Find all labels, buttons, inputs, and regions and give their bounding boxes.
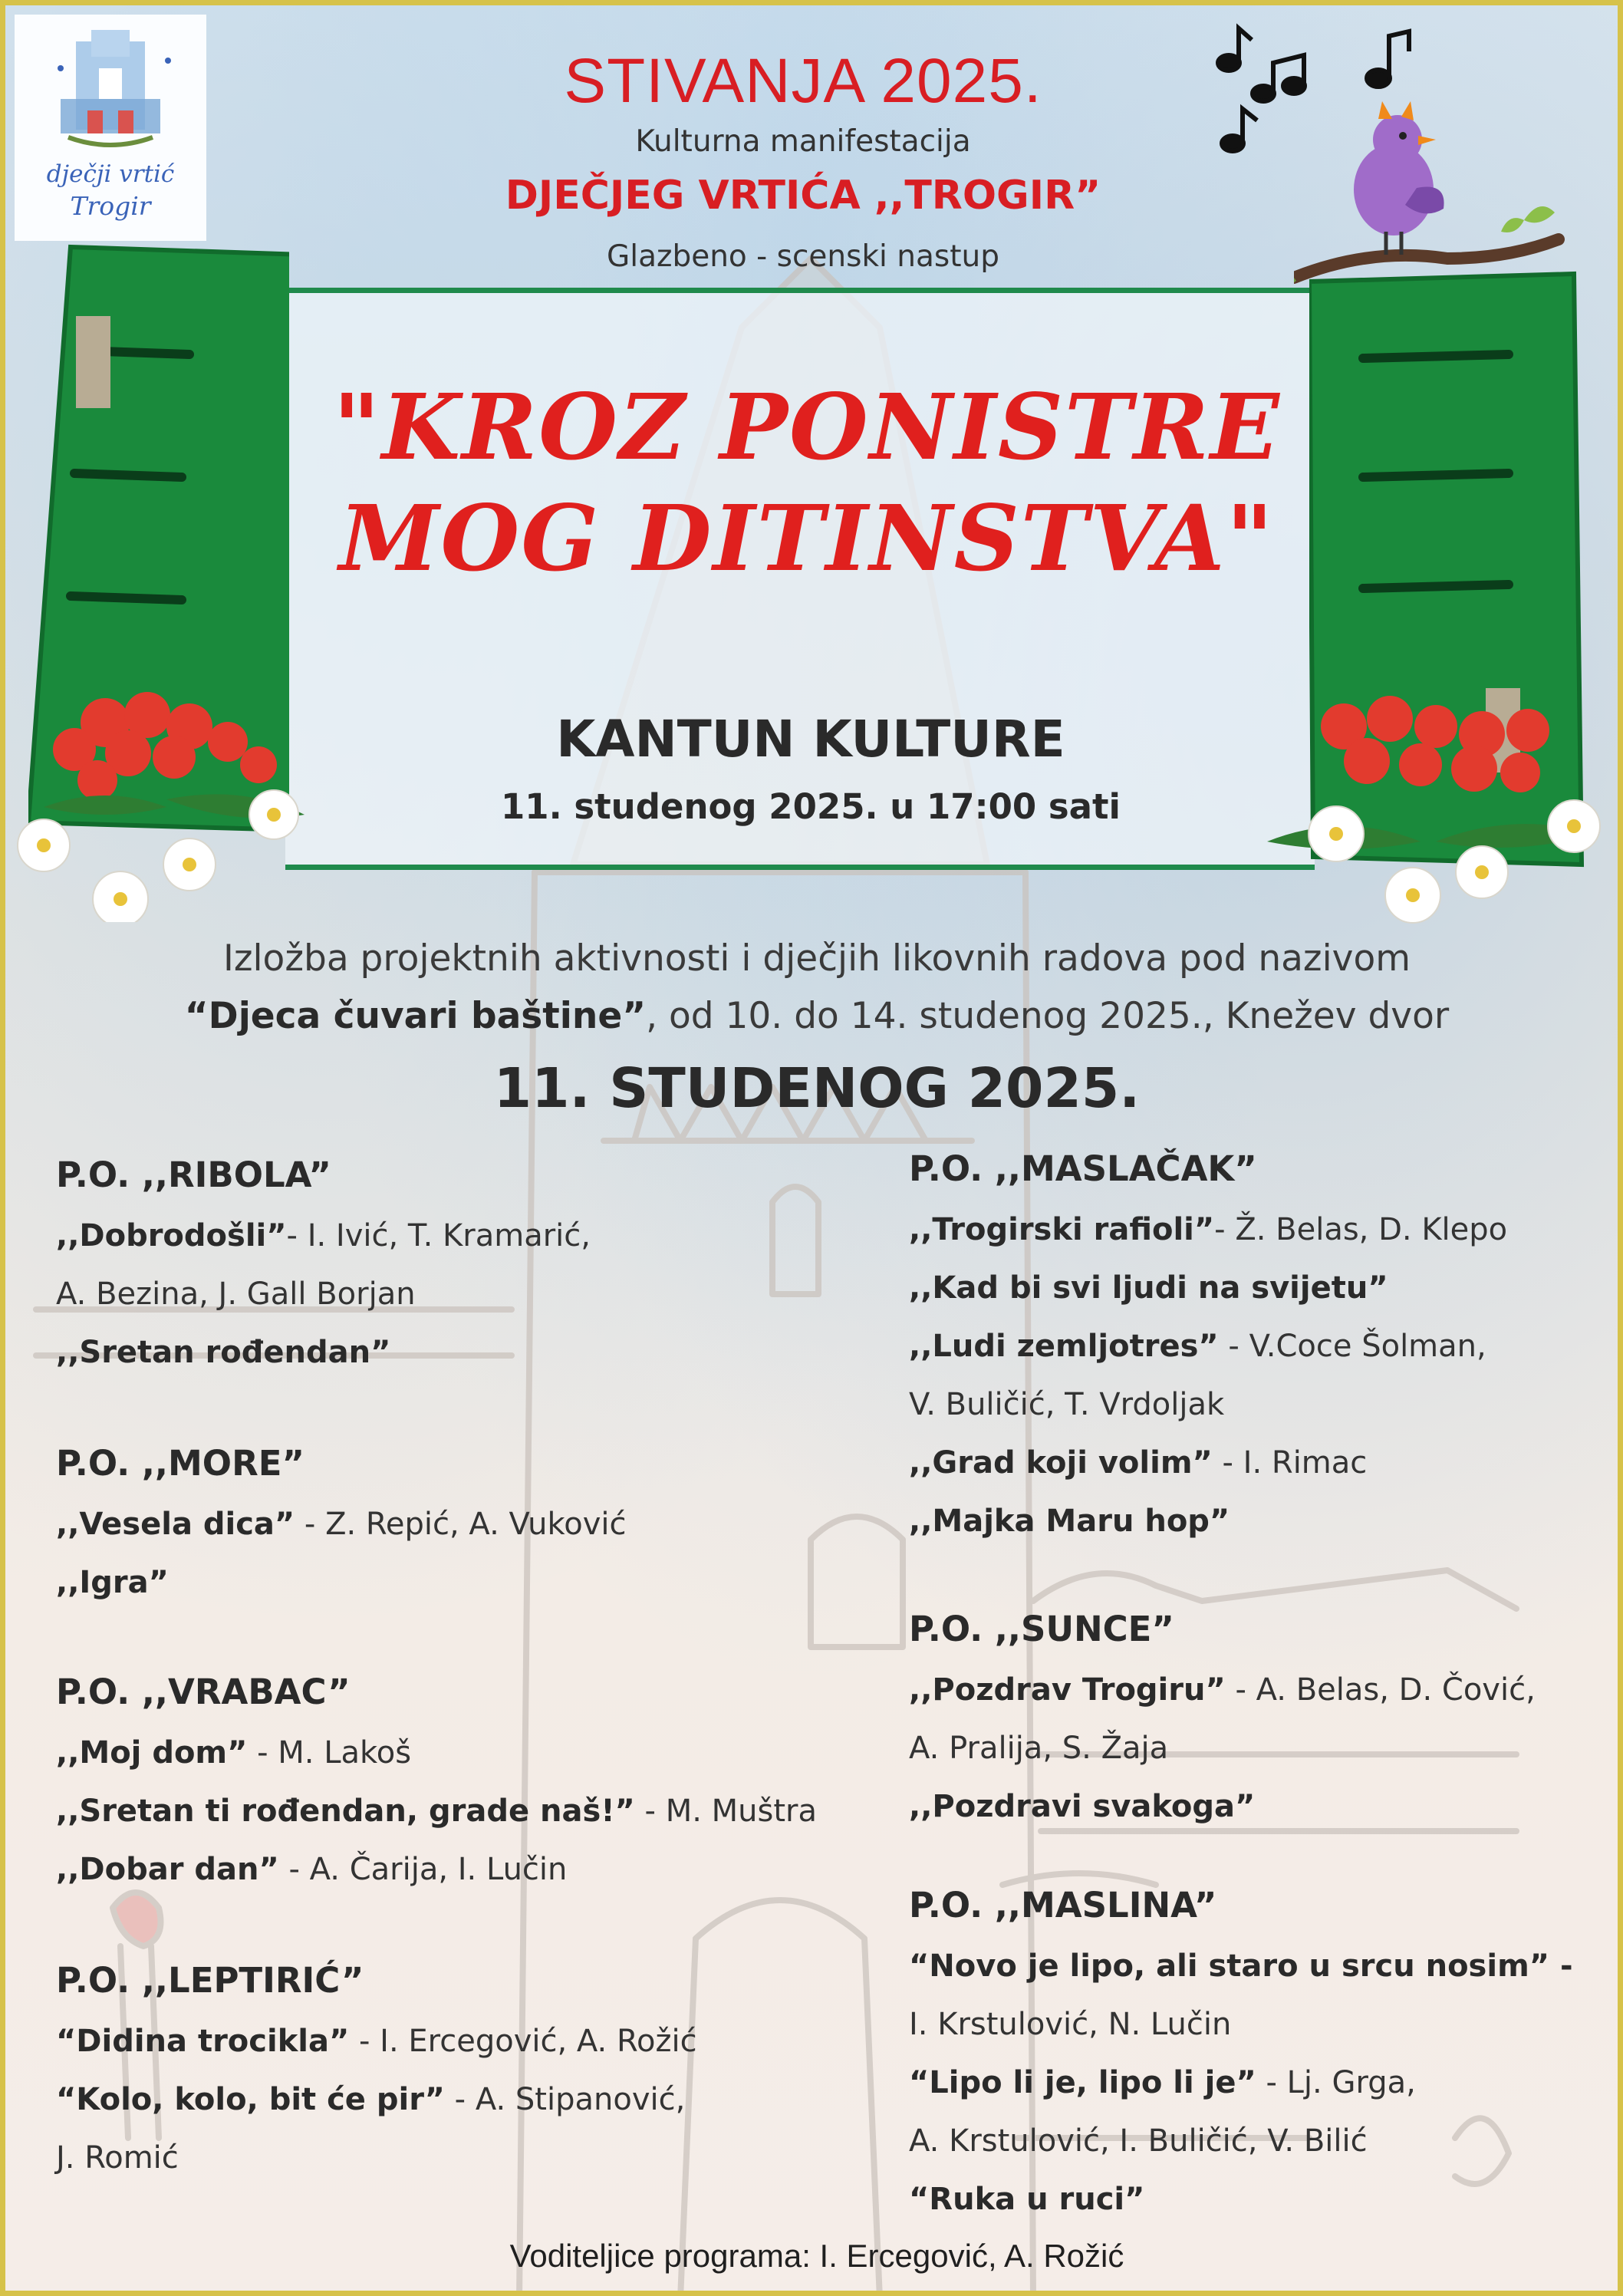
song-title: ,,Kad bi svi ljudi na svijetu”: [909, 1270, 1388, 1306]
song-title: ,,Majka Maru hop”: [909, 1504, 1230, 1539]
program-right-column: [909, 1138, 1599, 2227]
logo-text-line2: Trogir: [70, 191, 151, 221]
program-item: [909, 1661, 1623, 1719]
program-item: [56, 1724, 823, 1782]
group-name: P.O. ,,VRABAC”: [56, 1672, 351, 1712]
song-credits: A. Krstulović, I. Buličić, V. Bilić: [909, 2123, 1368, 2159]
program-item: [909, 1937, 1623, 1995]
program-item: [909, 1434, 1623, 1492]
bird-icon: [1294, 97, 1570, 289]
song-credits: - A. Čarija, I. Lučin: [278, 1852, 568, 1887]
song-credits: - I. Ercegović, A. Rožić: [349, 2024, 697, 2059]
flowers-left-icon: [13, 692, 335, 922]
song-credits: - V.Coce Šolman,: [1218, 1329, 1486, 1364]
program-item: [909, 1317, 1623, 1375]
program-group: [56, 1661, 823, 1899]
program-group: [909, 1874, 1623, 2228]
program-item: [56, 1207, 823, 1265]
program-item: [909, 1777, 1623, 1836]
program-item: [909, 2054, 1623, 2112]
group-name: P.O. ,,SUNCE”: [909, 1609, 1174, 1649]
group-name: P.O. ,,MASLAČAK”: [909, 1148, 1257, 1189]
song-credits: - Ž. Belas, D. Klepo: [1214, 1212, 1508, 1247]
venue-name: KANTUN KULTURE: [556, 710, 1065, 769]
program-item: [56, 2070, 823, 2129]
song-title: ,,Dobrodošli”: [56, 1218, 287, 1253]
song-credits: - M. Lakoš: [247, 1735, 412, 1771]
program-item: [56, 1553, 823, 1612]
program-group: [56, 1144, 823, 1382]
program-item: [909, 1259, 1623, 1317]
performance-type: Glazbeno - scenski nastup: [607, 239, 999, 274]
song-credits: A. Pralija, S. Žaja: [909, 1731, 1169, 1766]
program-group: [56, 1949, 823, 2187]
song-credits: V. Buličić, T. Vrdoljak: [909, 1387, 1225, 1422]
song-title: “Lipo li je, lipo li je”: [909, 2065, 1256, 2100]
song-title: ,,Moj dom”: [56, 1735, 248, 1771]
exhibition-details: , od 10. do 14. studenog 2025., Knežev dvor: [646, 995, 1450, 1037]
song-credits: - I. Rimac: [1212, 1445, 1368, 1481]
program-group: [56, 1432, 823, 1612]
program-date: 11. STUDENOG 2025.: [493, 1056, 1141, 1120]
song-title: ,,Pozdrav Trogiru”: [909, 1672, 1226, 1708]
song-title: “Ruka u ruci”: [909, 2182, 1145, 2217]
song-title: ,,Pozdravi svakoga”: [909, 1789, 1256, 1824]
group-name: P.O. ,,RIBOLA”: [56, 1155, 331, 1195]
song-title: ,,Trogirski rafioli”: [909, 1212, 1215, 1247]
program-item: [56, 2012, 823, 2070]
program-group: [909, 1138, 1623, 1550]
exhibition-name: “Djeca čuvari baštine”: [184, 995, 647, 1037]
song-title: “Didina trocikla”: [56, 2024, 350, 2059]
venue-datetime: 11. studenog 2025. u 17:00 sati: [501, 786, 1121, 827]
program-item: [909, 1201, 1623, 1259]
event-title: STIVANJA 2025.: [564, 46, 1042, 116]
flowers-right-icon: [1236, 696, 1620, 941]
song-title: ,,Grad koji volim”: [909, 1445, 1213, 1481]
event-subtitle: Kulturna manifestacija: [635, 124, 971, 159]
program-item: [909, 2170, 1623, 2228]
program-item: [56, 1840, 823, 1899]
logo-text-line1: dječji vrtić: [46, 160, 175, 188]
program-item: [56, 2129, 823, 2187]
program-item: [909, 1375, 1623, 1434]
exhibition-line2: [51, 995, 1582, 1037]
song-title: “Novo je lipo, ali staro u srcu nosim” -: [909, 1948, 1573, 1984]
song-title: ,,Sretan ti rođendan, grade naš!”: [56, 1794, 635, 1829]
main-title-line1: "KROZ PONISTRE: [333, 374, 1281, 480]
program-item: [56, 1323, 823, 1382]
program-item: [909, 1492, 1623, 1550]
song-title: ,,Igra”: [56, 1565, 169, 1600]
program-left-column: [56, 1144, 823, 2202]
program-hosts: Voditeljice programa: I. Ercegović, A. Rožić: [509, 2238, 1124, 2274]
song-credits: - I. Ivić, T. Kramarić,: [286, 1218, 591, 1253]
program-group: [909, 1598, 1623, 1836]
exhibition-line1: Izložba projektnih aktivnosti i dječjih likovnih radova pod nazivom: [222, 937, 1411, 980]
castle-icon: [15, 15, 206, 160]
program-item: [909, 2112, 1623, 2170]
song-title: ,,Vesela dica”: [56, 1507, 295, 1542]
song-title: ,,Sretan rođendan”: [56, 1335, 391, 1370]
song-credits: A. Bezina, J. Gall Borjan: [56, 1276, 416, 1312]
song-title: ,,Dobar dan”: [56, 1852, 279, 1887]
song-title: ,,Ludi zemljotres”: [909, 1329, 1219, 1364]
program-item: [56, 1782, 823, 1840]
song-credits: - A. Stipanović,: [444, 2082, 686, 2117]
program-item: [56, 1265, 823, 1323]
song-credits: I. Krstulović, N. Lučin: [909, 2007, 1232, 2042]
program-item: [909, 1995, 1623, 2054]
song-title: “Kolo, kolo, bit će pir”: [56, 2082, 445, 2117]
group-name: P.O. ,,MASLINA”: [909, 1885, 1217, 1925]
main-title-line2: MOG DITINSTVA": [338, 485, 1276, 591]
program-item: [56, 1495, 823, 1553]
song-credits: - Lj. Grga,: [1256, 2065, 1416, 2100]
group-name: P.O. ,,LEPTIRIĆ”: [56, 1960, 364, 2001]
kindergarten-logo: [15, 15, 206, 241]
song-credits: J. Romić: [56, 2140, 179, 2176]
song-credits: - A. Belas, D. Čović,: [1225, 1672, 1536, 1708]
organizer-name: DJEČJEG VRTIĆA ,,TROGIR”: [505, 173, 1101, 219]
song-credits: - M. Muštra: [634, 1794, 817, 1829]
group-name: P.O. ,,MORE”: [56, 1443, 305, 1484]
song-credits: - Z. Repić, A. Vuković: [295, 1507, 627, 1542]
program-item: [909, 1719, 1623, 1777]
